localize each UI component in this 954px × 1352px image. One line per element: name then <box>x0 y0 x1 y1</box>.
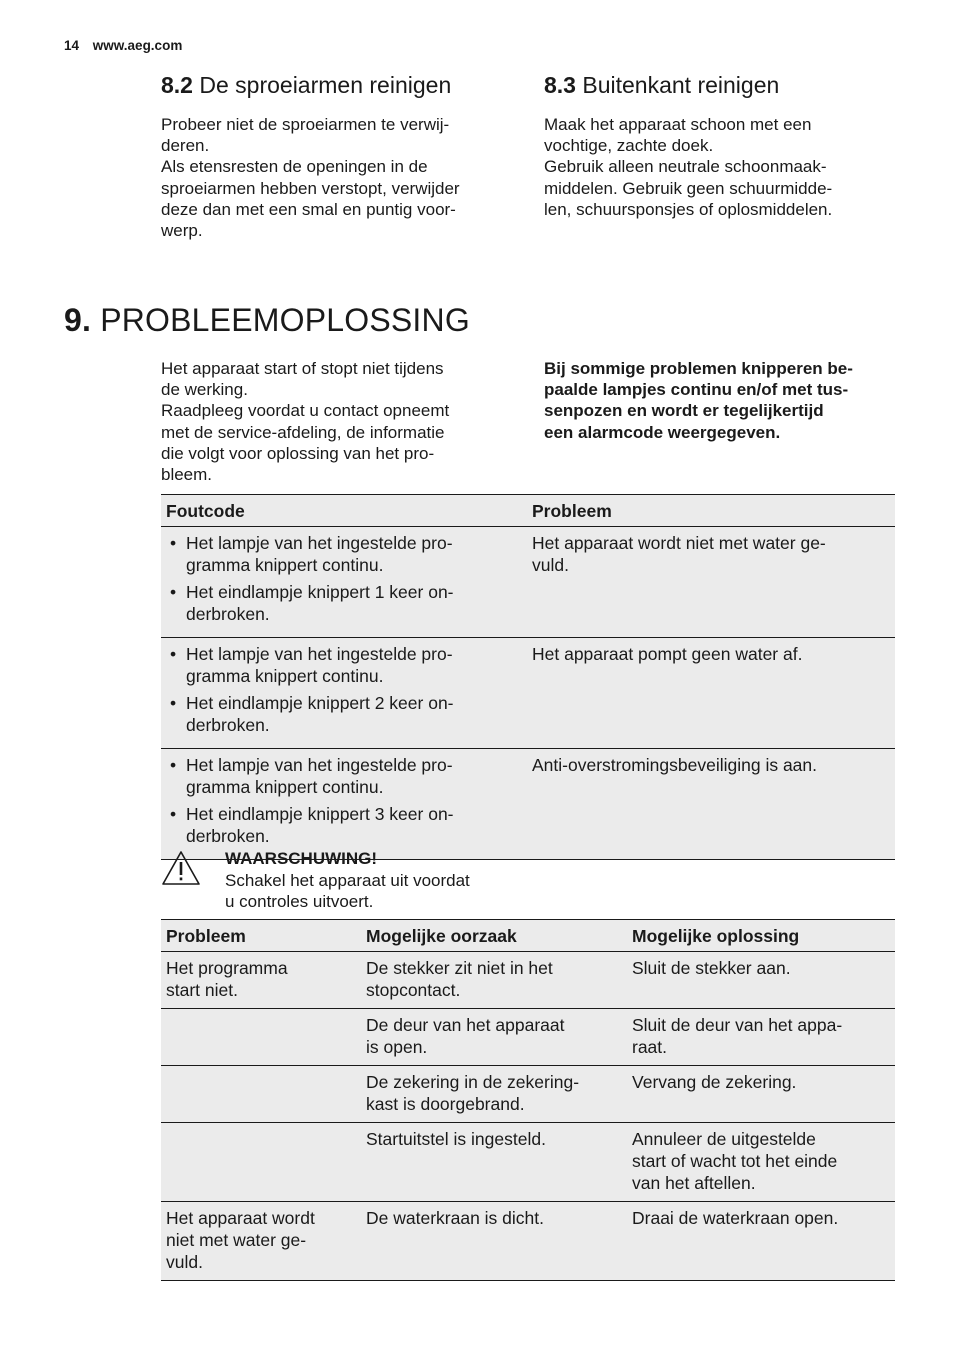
warning-text <box>225 848 525 913</box>
text-line: van het aftellen. <box>632 1173 756 1193</box>
text-line: • Het lampje van het ingestelde pro- <box>186 755 453 775</box>
text-line: Schakel het apparaat uit voordat <box>225 870 470 890</box>
fault-code-cell <box>161 638 527 749</box>
text-line: u controles uitvoert. <box>225 892 374 911</box>
text-line: De zekering in de zekering- <box>366 1072 580 1092</box>
text-line: • Het eindlampje knippert 3 keer on- <box>186 804 454 824</box>
text-line: stopcontact. <box>366 980 461 1000</box>
text-line: Draai de waterkraan open. <box>632 1208 839 1228</box>
text-line: De deur van het apparaat <box>366 1015 565 1035</box>
column-header: Mogelijke oorzaak <box>361 920 627 952</box>
text-line: Gebruik alleen neutrale schoonmaak- <box>544 157 827 177</box>
solution-cell <box>627 952 895 1009</box>
section-title-text: De sproeiarmen reinigen <box>199 72 452 98</box>
text-line: Anti-overstromingsbeveiliging is aan. <box>532 755 817 775</box>
troubleshooting-table <box>161 919 895 1281</box>
text-line: een alarmcode weergegeven. <box>544 422 781 442</box>
text-line: Sluit de deur van het appa- <box>632 1015 843 1035</box>
text-line: raat. <box>632 1037 668 1057</box>
cause-cell <box>361 1009 627 1066</box>
section-8-3 <box>544 70 894 220</box>
text-line: De waterkraan is dicht. <box>366 1208 544 1228</box>
cause-cell <box>361 952 627 1009</box>
text-line: Annuleer de uitgestelde <box>632 1129 816 1149</box>
text-line: is open. <box>366 1037 428 1057</box>
text-line: Het apparaat pompt geen water af. <box>532 644 803 664</box>
text-line: Als etensresten de openingen in de <box>161 157 428 177</box>
solution-cell <box>627 1123 895 1202</box>
list-item <box>166 532 522 576</box>
solution-cell <box>627 1202 895 1281</box>
text-line: vuld. <box>532 555 569 575</box>
fault-code-cell <box>161 527 527 638</box>
text-line: Vervang de zekering. <box>632 1072 797 1092</box>
problem-cell <box>161 1009 361 1066</box>
solution-cell <box>627 1066 895 1123</box>
section-8-3-body <box>544 114 894 220</box>
intro-text <box>161 358 511 485</box>
text-line: Het apparaat start of stopt niet tijdens <box>161 359 444 378</box>
intro-bold-note <box>544 358 899 443</box>
text-line: Maak het apparaat schoon met een <box>544 115 812 134</box>
text-line: niet met water ge- <box>166 1230 307 1250</box>
table-row <box>161 1202 895 1281</box>
text-line: sproeiarmen hebben verstopt, verwijder <box>161 178 460 198</box>
text-line: derbroken. <box>186 604 270 624</box>
section-8-2 <box>161 70 511 241</box>
problem-cell <box>161 1202 361 1281</box>
fault-code-cell <box>161 749 527 860</box>
text-line: deze dan met een smal en puntig voor- <box>161 199 456 219</box>
table-row <box>161 952 895 1009</box>
cause-cell <box>361 1202 627 1281</box>
section-number: 8.2 <box>161 72 193 98</box>
text-line: vuld. <box>166 1252 203 1272</box>
table-row <box>161 1009 895 1066</box>
text-line: • Het lampje van het ingestelde pro- <box>186 644 453 664</box>
cause-cell <box>361 1066 627 1123</box>
text-line: middelen. Gebruik geen schuurmidde- <box>544 178 833 198</box>
section-number: 8.3 <box>544 72 576 98</box>
table-row <box>161 1066 895 1123</box>
text-line: • Het lampje van het ingestelde pro- <box>186 533 453 553</box>
list-item <box>166 754 522 798</box>
text-line: Bij sommige problemen knipperen be- <box>544 359 853 378</box>
table-row <box>161 1123 895 1202</box>
section-8-2-title <box>161 70 511 100</box>
table-row <box>161 638 895 749</box>
text-line: vochtige, zachte doek. <box>544 136 714 156</box>
text-line: • Het eindlampje knippert 2 keer on- <box>186 693 454 713</box>
solution-cell <box>627 1009 895 1066</box>
text-line: Raadpleeg voordat u contact opneemt <box>161 401 450 421</box>
problem-cell <box>161 1123 361 1202</box>
list-item <box>166 581 522 625</box>
problem-cell <box>527 638 895 749</box>
section-8-3-title <box>544 70 894 100</box>
chapter-number: 9. <box>64 302 92 338</box>
chapter-title <box>64 300 470 340</box>
problem-cell <box>527 749 895 860</box>
text-line: derbroken. <box>186 715 270 735</box>
column-header: Probleem <box>527 495 895 527</box>
text-line: die volgt voor oplossing van het pro- <box>161 443 435 463</box>
text-line: deren. <box>161 136 210 156</box>
text-line: Het apparaat wordt <box>166 1208 315 1228</box>
text-line: werp. <box>161 221 203 241</box>
warning-triangle-icon <box>161 850 201 886</box>
site-url: www.aeg.com <box>92 38 183 53</box>
table-row <box>161 527 895 638</box>
text-line: De stekker zit niet in het <box>366 958 553 978</box>
page-number: 14 <box>64 38 80 53</box>
chapter-title-text: PROBLEEMOPLOSSING <box>100 302 470 338</box>
problem-cell <box>161 952 361 1009</box>
text-line: • Het eindlampje knippert 1 keer on- <box>186 582 454 602</box>
text-line: Sluit de stekker aan. <box>632 958 791 978</box>
text-line: de werking. <box>161 380 248 400</box>
text-line: Het apparaat wordt niet met water ge- <box>532 533 826 553</box>
text-line: start of wacht tot het einde <box>632 1151 838 1171</box>
table-header-row <box>161 495 895 527</box>
text-line: derbroken. <box>186 826 270 846</box>
text-line: gramma knippert continu. <box>186 777 384 797</box>
text-line: Het programma <box>166 958 288 978</box>
list-item <box>166 803 522 847</box>
text-line: gramma knippert continu. <box>186 666 384 686</box>
problem-cell <box>161 1066 361 1123</box>
column-header: Mogelijke oplossing <box>627 920 895 952</box>
list-item <box>166 643 522 687</box>
column-header: Probleem <box>161 920 361 952</box>
text-line: len, schuursponsjes of oplosmiddelen. <box>544 199 833 219</box>
list-item <box>166 692 522 736</box>
section-8-2-body <box>161 114 511 241</box>
page-header <box>64 38 192 53</box>
text-line: start niet. <box>166 980 238 1000</box>
problem-cell <box>527 527 895 638</box>
text-line: paalde lampjes continu en/of met tus- <box>544 380 849 400</box>
text-line: Probeer niet de sproeiarmen te verwij- <box>161 115 450 134</box>
text-line: senpozen en wordt er tegelijkertijd <box>544 401 824 421</box>
text-line: kast is doorgebrand. <box>366 1094 525 1114</box>
text-line: bleem. <box>161 465 213 485</box>
section-title-text: Buitenkant reinigen <box>582 72 780 98</box>
table-row <box>161 749 895 860</box>
text-line: Startuitstel is ingesteld. <box>366 1129 546 1149</box>
text-line: met de service-afdeling, de informatie <box>161 422 445 442</box>
text-line: gramma knippert continu. <box>186 555 384 575</box>
fault-code-table <box>161 494 895 860</box>
column-header: Foutcode <box>161 495 527 527</box>
cause-cell <box>361 1123 627 1202</box>
warning-title: WAARSCHUWING! <box>225 849 378 868</box>
table-header-row <box>161 920 895 952</box>
